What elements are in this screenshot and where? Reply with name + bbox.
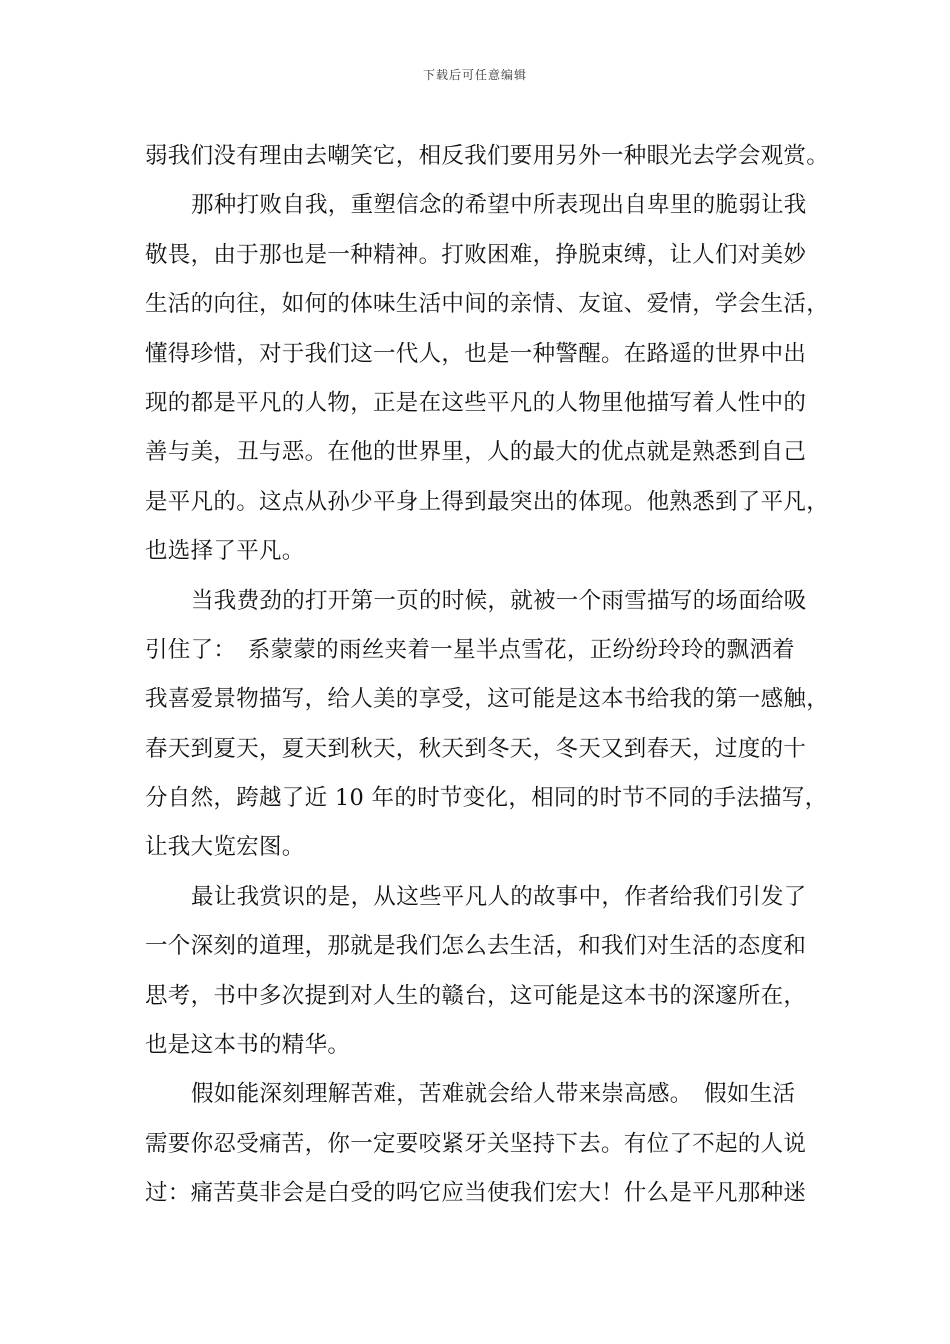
text-line: 现的都是平凡的人物，正是在这些平凡的人物里他描写着人性中的: [145, 389, 807, 416]
text-line: 也是这本书的精华。: [145, 1032, 351, 1059]
text-line: 当我费劲的打开第一页的时候，就被一个雨雪描写的场面给吸: [191, 587, 807, 614]
text-line: 让我大览宏图。: [145, 834, 305, 861]
text-line: 需要你忍受痛苦，你一定要咬紧牙关坚持下去。有位了不起的人说: [145, 1130, 807, 1157]
text-line: 最让我赏识的是，从这些平凡人的故事中，作者给我们引发了: [191, 883, 807, 910]
text-line: 生活的向往，如何的体味生活中间的亲情、友谊、爱情，学会生活，: [145, 291, 830, 318]
text-line: 思考，书中多次提到对人生的赣台，这可能是这本书的深邃所在，: [145, 982, 807, 1009]
text-line: 也选择了平凡。: [145, 538, 305, 565]
text-line: 懂得珍惜，对于我们这一代人，也是一种警醒。在路遥的世界中出: [145, 340, 807, 367]
text-line: 引住了： 系蒙蒙的雨丝夹着一星半点雪花，正纷纷玲玲的飘洒着: [145, 636, 795, 663]
text-line: 一个深刻的道理，那就是我们怎么去生活，和我们对生活的态度和: [145, 933, 807, 960]
document-body: [145, 132, 830, 1219]
text-line: 假如能深刻理解苦难，苦难就会给人带来崇高感。 假如生活: [191, 1081, 796, 1108]
text-line: 弱我们没有理由去嘲笑它，相反我们要用另外一种眼光去学会观赏。: [145, 143, 830, 169]
text-line: 那种打败自我，重塑信念的希望中所表现出自卑里的脆弱让我: [191, 192, 807, 219]
text-line: 过：痛苦莫非会是白受的吗它应当使我们宏大！什么是平凡那种迷: [145, 1180, 807, 1207]
page-header: 下载后可任意编辑: [422, 68, 527, 82]
text-line: 善与美，丑与恶。在他的世界里，人的最大的优点就是熟悉到自己: [145, 439, 807, 466]
text-line: 敬畏，由于那也是一种精神。打败困难，挣脱束缚，让人们对美妙: [145, 241, 807, 268]
text-line: 我喜爱景物描写，给人美的享受，这可能是这本书给我的第一感触，: [145, 686, 830, 713]
text-line: 是平凡的。这点从孙少平身上得到最突出的体现。他熟悉到了平凡，: [145, 488, 830, 515]
text-line: 春天到夏天，夏天到秋天，秋天到冬天，冬天又到春天，过度的十: [145, 735, 807, 762]
text-line: 分自然，跨越了近 10 年的时节变化，相同的时节不同的手法描写，: [145, 785, 828, 812]
